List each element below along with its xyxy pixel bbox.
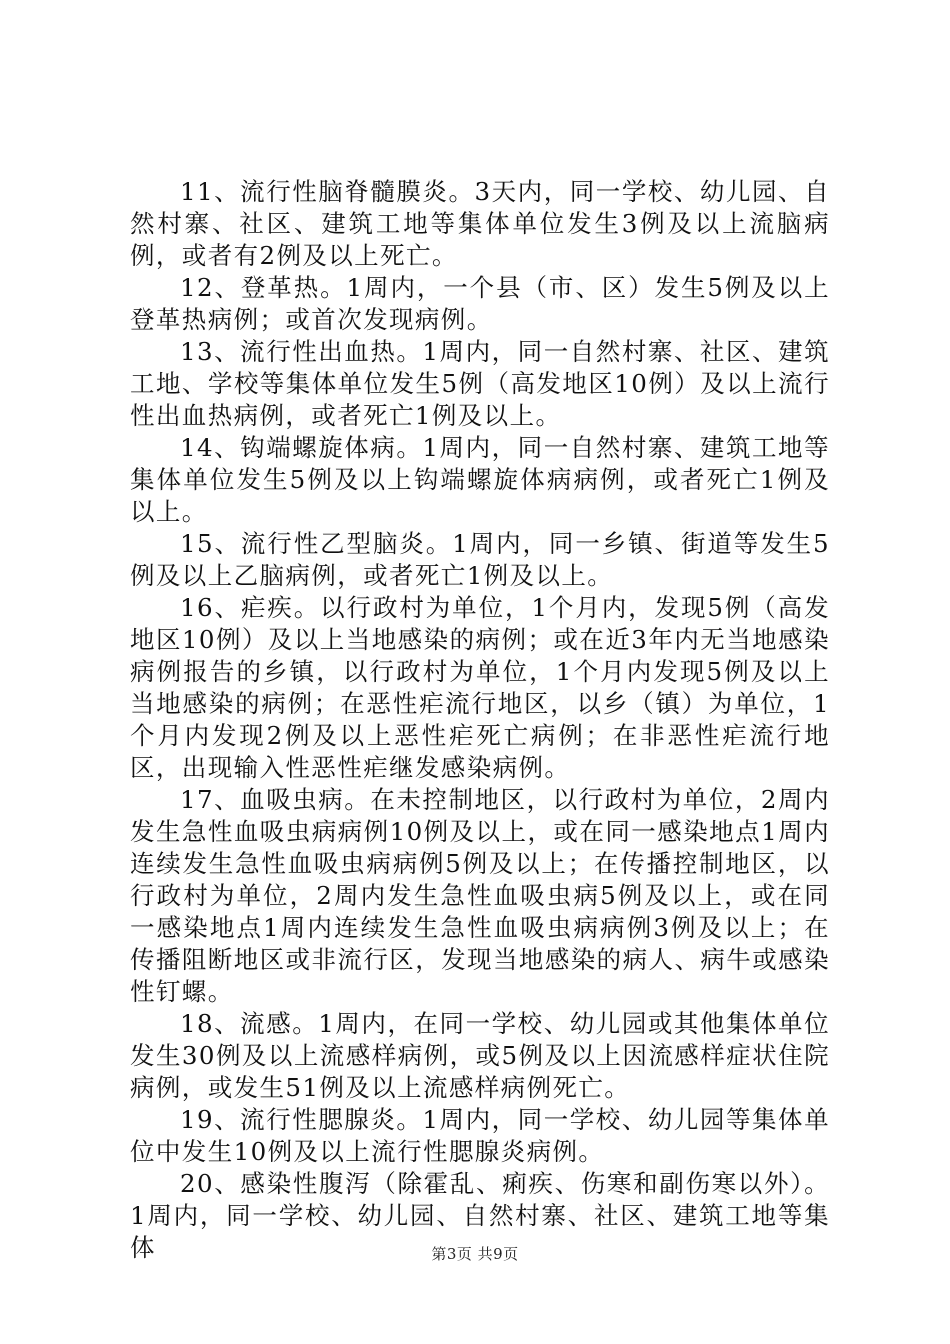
paragraph-item-15: 15、流行性乙型脑炎。1周内，同一乡镇、街道等发生5例及以上乙脑病例，或者死亡1例及以上。 xyxy=(130,529,830,590)
paragraph-item-12: 12、登革热。1周内，一个县（市、区）发生5例及以上登革热病例；或首次发现病例。 xyxy=(130,273,830,334)
paragraph-item-19: 19、流行性腮腺炎。1周内，同一学校、幼儿园等集体单位中发生10例及以上流行性腮腺炎病例。 xyxy=(130,1105,830,1166)
paragraph-item-17: 17、血吸虫病。在未控制地区，以行政村为单位，2周内发生急性血吸虫病病例10例及以上，或在同一感染地点1周内连续发生急性血吸虫病病例5例及以上；在传播控制地区，以行政村为单位，2周内发生急性血吸虫病5例及以上，或在同一感染地点1周内连续发生急性血吸虫病病例3例及以上；在传播阻断地区或非流行区，发现当地感染的病人、病牛或感染性钉螺。 xyxy=(130,785,830,1006)
paragraph-item-13: 13、流行性出血热。1周内，同一自然村寨、社区、建筑工地、学校等集体单位发生5例（高发地区10例）及以上流行性出血热病例，或者死亡1例及以上。 xyxy=(130,337,830,430)
document-body xyxy=(130,176,830,1264)
paragraph-item-16: 16、疟疾。以行政村为单位，1个月内，发现5例（高发地区10例）及以上当地感染的病例；或在近3年内无当地感染病例报告的乡镇，以行政村为单位，1个月内发现5例及以上当地感染的病例；在恶性疟流行地区，以乡（镇）为单位，1个月内发现2例及以上恶性疟死亡病例；在非恶性疟流行地区，出现输入性恶性疟继发感染病例。 xyxy=(130,593,830,782)
paragraph-item-14: 14、钩端螺旋体病。1周内，同一自然村寨、建筑工地等集体单位发生5例及以上钩端螺旋体病病例，或者死亡1例及以上。 xyxy=(130,433,830,526)
paragraph-item-20: 20、感染性腹泻（除霍乱、痢疾、伤寒和副伤寒以外）。1周内，同一学校、幼儿园、自然村寨、社区、建筑工地等集体 xyxy=(130,1169,830,1262)
paragraph-item-11: 11、流行性脑脊髓膜炎。3天内，同一学校、幼儿园、自然村寨、社区、建筑工地等集体单位发生3例及以上流脑病例，或者有2例及以上死亡。 xyxy=(130,177,830,270)
page-number-footer: 第3页 共9页 xyxy=(431,1245,519,1263)
paragraph-item-18: 18、流感。1周内，在同一学校、幼儿园或其他集体单位发生30例及以上流感样病例，或5例及以上因流感样症状住院病例，或发生51例及以上流感样病例死亡。 xyxy=(130,1009,830,1102)
